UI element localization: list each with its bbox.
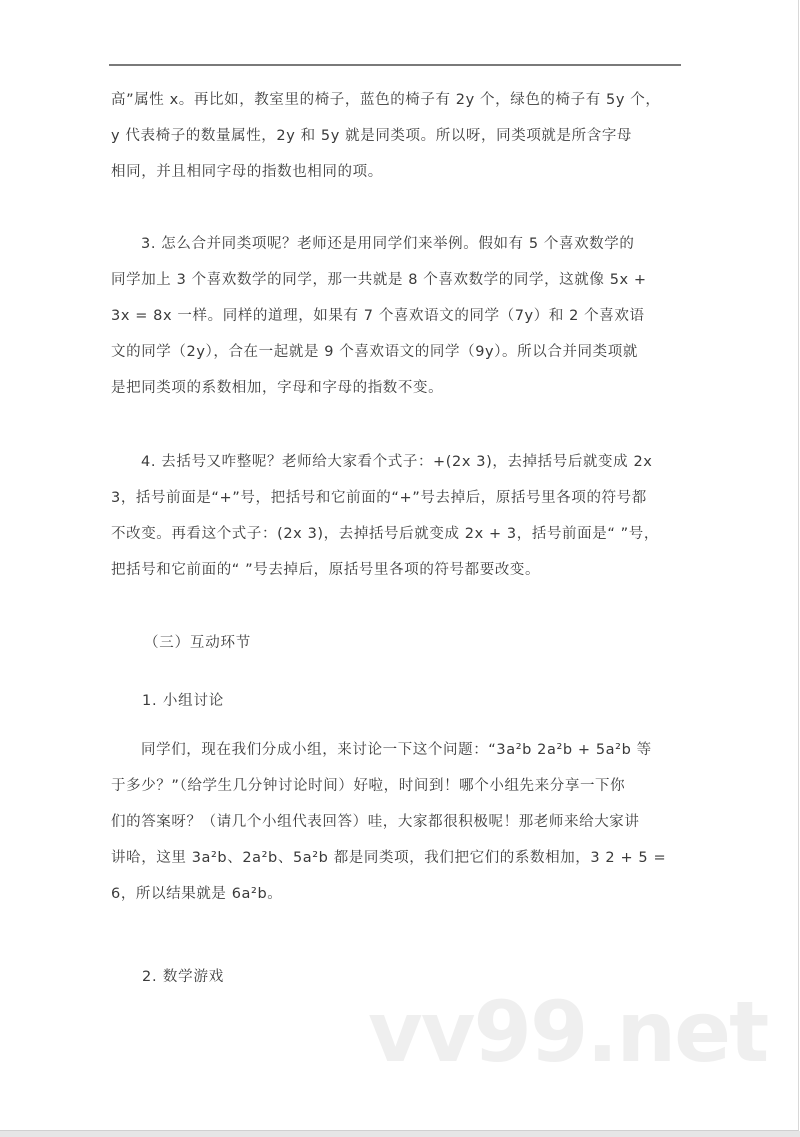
text-line: 讲哈，这里 3a²b、2a²b、5a²b 都是同类项，我们把它们的系数相加，3 2 + 5 = — [111, 850, 667, 866]
section-heading-interactive: （三）互动环节 — [144, 635, 252, 651]
text-line: 相同，并且相同字母的指数也相同的项。 — [111, 164, 383, 180]
paragraph-remove-brackets — [111, 444, 681, 588]
watermark-text: vv99.net — [368, 983, 768, 1081]
text-line: 们的答案呀？（请几个小组代表回答）哇，大家都很积极呢！那老师来给大家讲 — [111, 814, 640, 830]
page-bottom-edge — [0, 1131, 800, 1137]
text-line: y 代表椅子的数量属性，2y 和 5y 就是同类项。所以呀，同类项就是所含字母 — [111, 128, 633, 144]
text-line: 于多少？”（给学生几分钟讨论时间）好啦，时间到！哪个小组先来分享一下你 — [111, 778, 626, 794]
text-line: 文的同学（2y），合在一起就是 9 个喜欢语文的同学（9y）。所以合并同类项就 — [111, 344, 638, 360]
text-line: 3，括号前面是“+”号，把括号和它前面的“+”号去掉后，原括号里各项的符号都 — [111, 490, 647, 506]
item-heading-group-discussion: 1. 小组讨论 — [142, 693, 225, 709]
text-line: 3. 怎么合并同类项呢？老师还是用同学们来举例。假如有 5 个喜欢数学的 — [141, 236, 635, 252]
header-rule — [109, 64, 681, 66]
text-line: 同学加上 3 个喜欢数学的同学，那一共就是 8 个喜欢数学的同学，这就像 5x + — [111, 272, 647, 288]
text-line: 3x = 8x 一样。同样的道理，如果有 7 个喜欢语文的同学（7y）和 2 个喜欢语 — [111, 308, 645, 324]
text-line: 是把同类项的系数相加，字母和字母的指数不变。 — [111, 380, 444, 396]
text-line: 把括号和它前面的“ ”号去掉后，原括号里各项的符号都要改变。 — [111, 562, 541, 578]
text-line: 高”属性 x。再比如，教室里的椅子，蓝色的椅子有 2y 个，绿色的椅子有 5y 个， — [111, 92, 661, 108]
paragraph-combine-similar-terms — [111, 226, 681, 406]
text-line: 6，所以结果就是 6a²b。 — [111, 886, 283, 902]
text-line: 不改变。再看这个式子：(2x 3)，去掉括号后就变成 2x + 3，括号前面是“ ”号， — [111, 526, 659, 542]
text-line: 4. 去括号又咋整呢？老师给大家看个式子：+(2x 3)，去掉括号后就变成 2x — [141, 454, 653, 470]
paragraph-group-discussion — [111, 732, 681, 912]
paragraph-similar-terms-definition — [111, 82, 681, 190]
item-heading-math-game: 2. 数学游戏 — [142, 969, 225, 985]
text-line: 同学们，现在我们分成小组，来讨论一下这个问题：“3a²b 2a²b + 5a²b 等 — [141, 742, 652, 758]
